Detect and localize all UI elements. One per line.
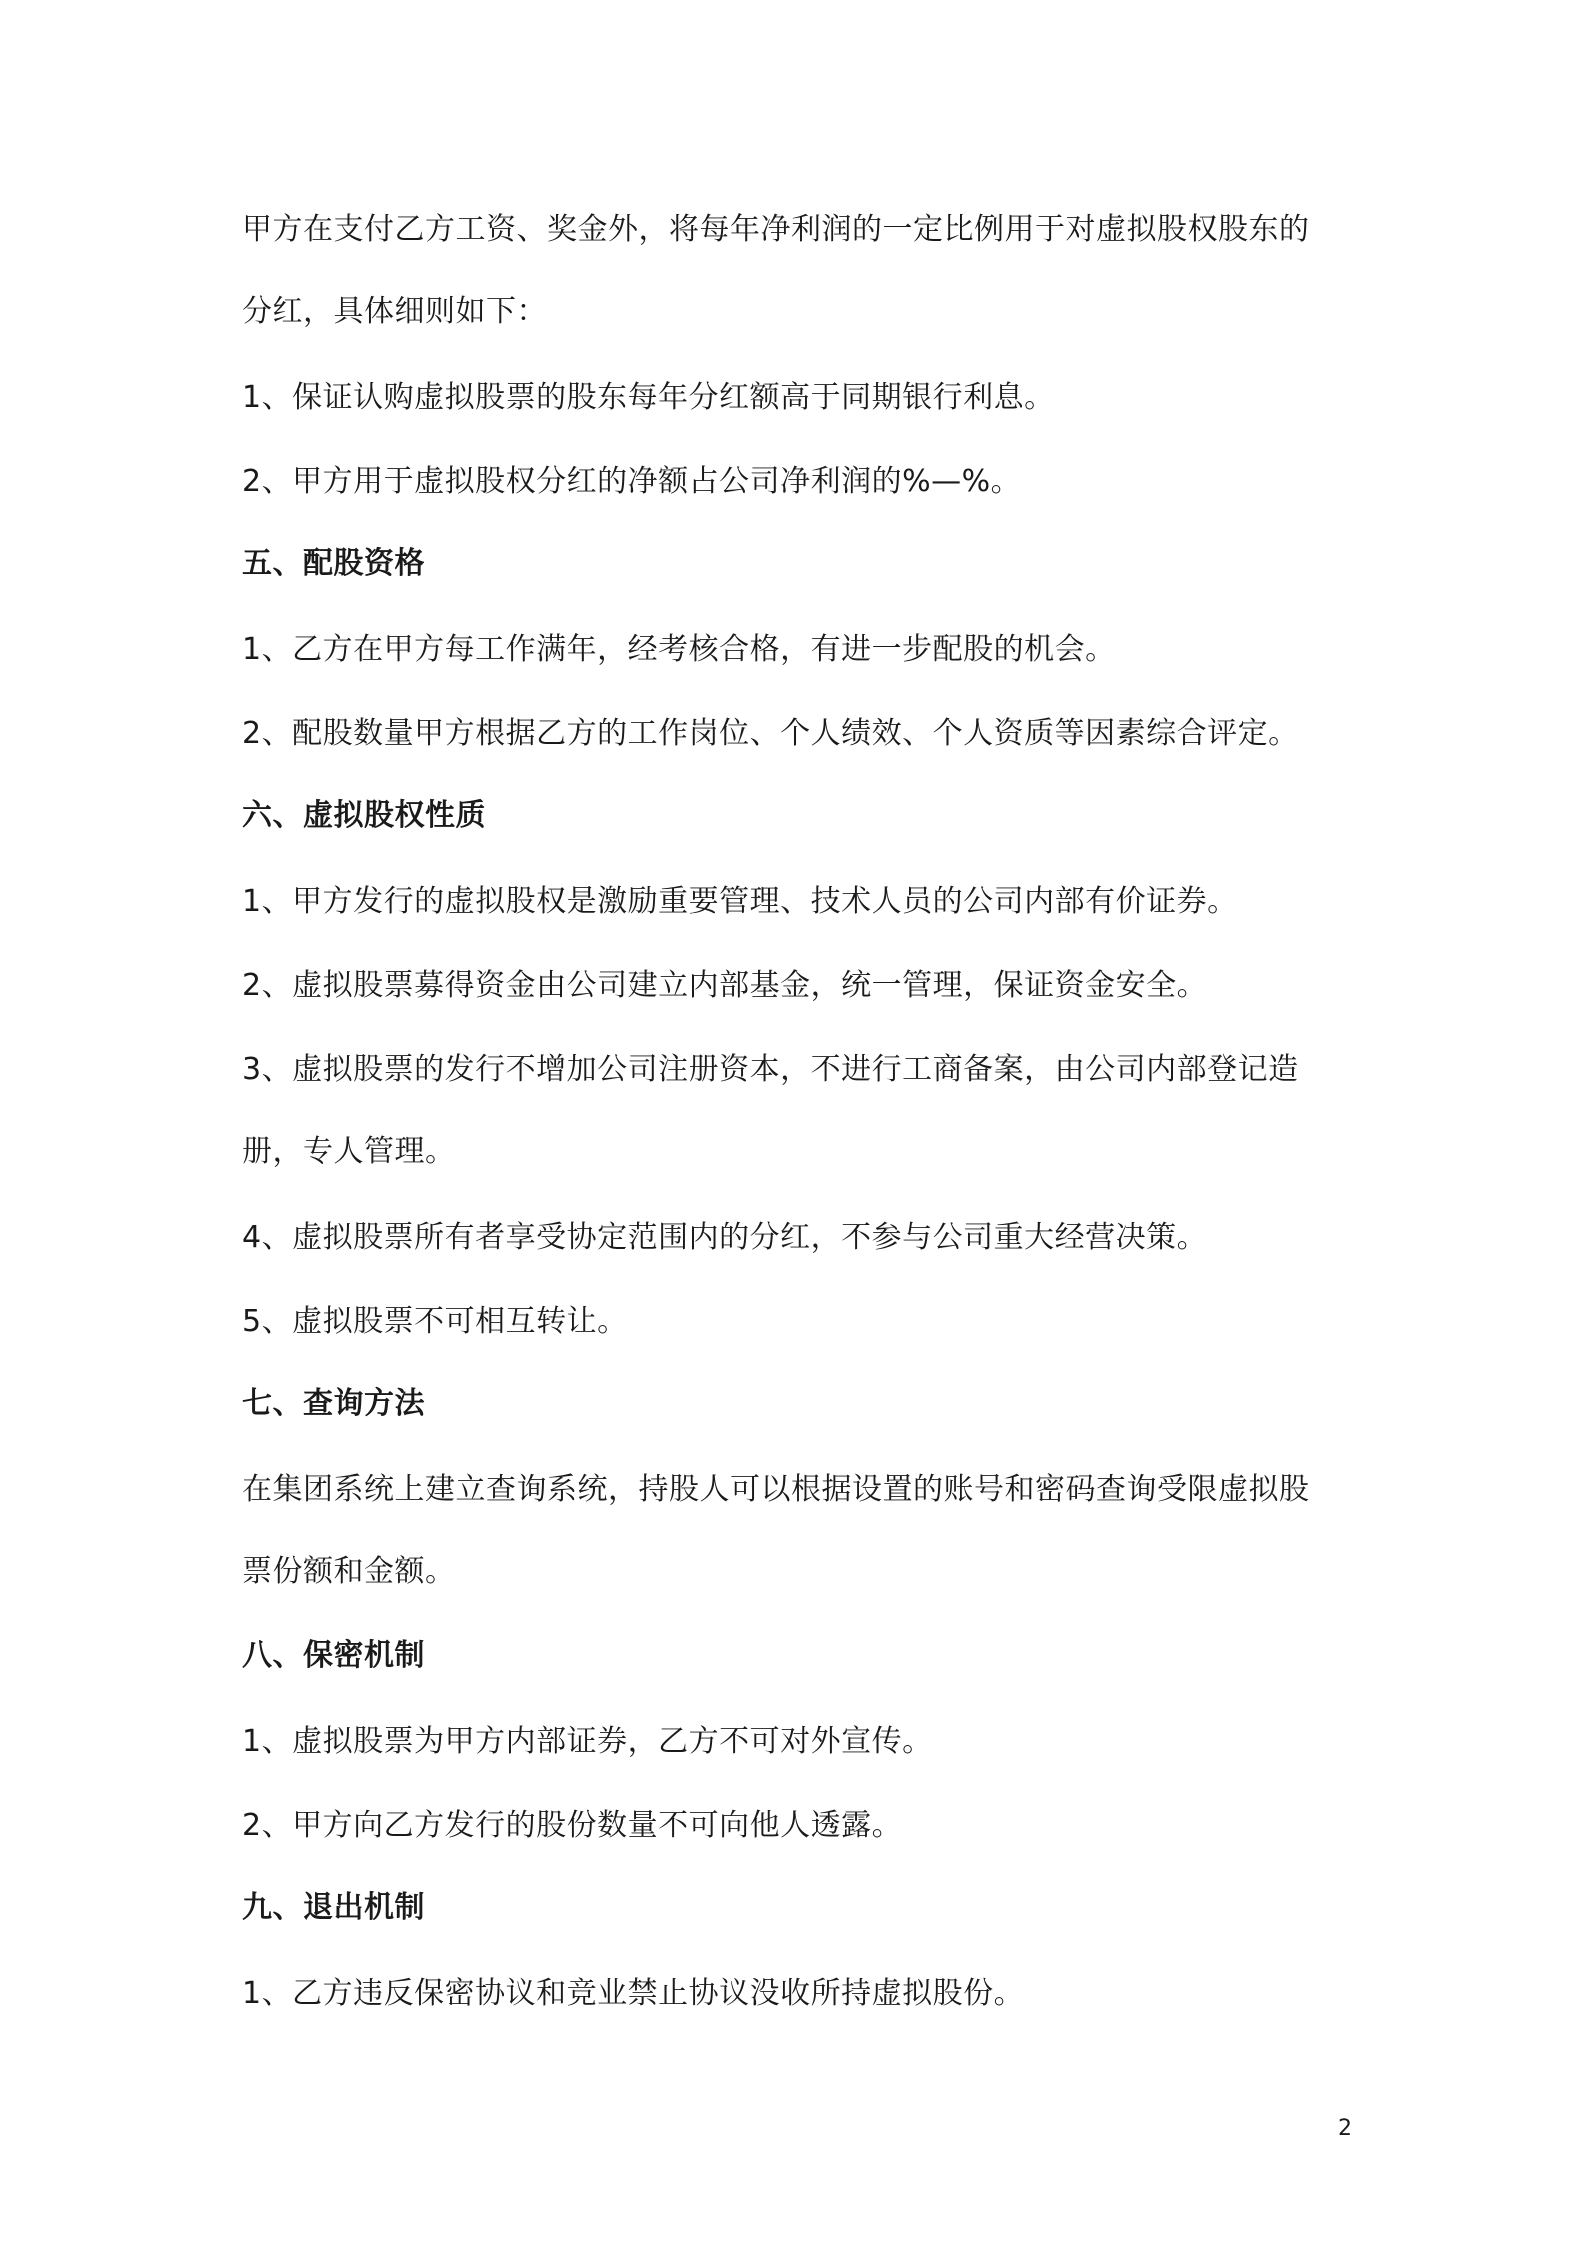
list-item: 1、甲方发行的虚拟股权是激励重要管理、技术人员的公司内部有价证券。 <box>242 884 1238 919</box>
section-heading: 五、配股资格 <box>242 546 425 581</box>
paragraph-line: 在集团系统上建立查询系统，持股人可以根据设置的账号和密码查询受限虚拟股 <box>242 1472 1310 1507</box>
section-heading: 九、退出机制 <box>242 1890 425 1925</box>
section-heading: 七、查询方法 <box>242 1386 425 1421</box>
list-item: 2、甲方向乙方发行的股份数量不可向他人透露。 <box>242 1808 903 1843</box>
paragraph-line: 票份额和金额。 <box>242 1554 456 1589</box>
list-item: 2、甲方用于虚拟股权分红的净额占公司净利润的%—%。 <box>242 464 1022 499</box>
page-number: 2 <box>1338 2116 1352 2141</box>
list-item: 1、乙方在甲方每工作满年，经考核合格，有进一步配股的机会。 <box>242 632 1116 667</box>
list-item: 2、配股数量甲方根据乙方的工作岗位、个人绩效、个人资质等因素综合评定。 <box>242 716 1299 751</box>
list-item: 5、虚拟股票不可相互转让。 <box>242 1304 628 1339</box>
paragraph-line: 甲方在支付乙方工资、奖金外，将每年净利润的一定比例用于对虚拟股权股东的 <box>242 212 1310 247</box>
list-item: 1、保证认购虚拟股票的股东每年分红额高于同期银行利息。 <box>242 380 1055 415</box>
paragraph-line: 册，专人管理。 <box>242 1134 456 1169</box>
paragraph-line: 分红，具体细则如下： <box>242 294 547 329</box>
list-item: 4、虚拟股票所有者享受协定范围内的分红，不参与公司重大经营决策。 <box>242 1220 1208 1255</box>
list-item: 1、虚拟股票为甲方内部证券，乙方不可对外宣传。 <box>242 1724 933 1759</box>
section-heading: 八、保密机制 <box>242 1638 425 1673</box>
section-heading: 六、虚拟股权性质 <box>242 798 486 833</box>
list-item: 3、虚拟股票的发行不增加公司注册资本，不进行工商备案，由公司内部登记造 <box>242 1052 1299 1087</box>
list-item: 1、乙方违反保密协议和竞业禁止协议没收所持虚拟股份。 <box>242 1976 1025 2011</box>
list-item: 2、虚拟股票募得资金由公司建立内部基金，统一管理，保证资金安全。 <box>242 968 1208 1003</box>
